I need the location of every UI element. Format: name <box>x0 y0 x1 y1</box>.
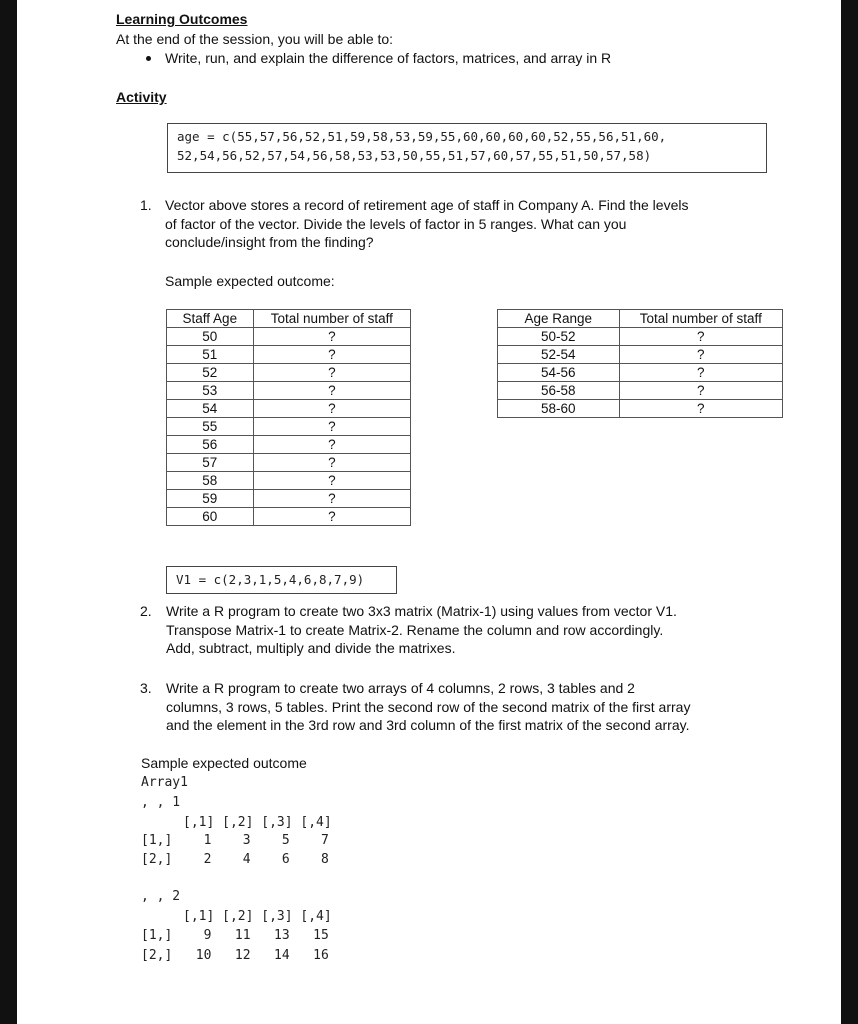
table-row <box>498 400 783 418</box>
bullet-dot-icon <box>146 56 151 61</box>
learning-outcomes-heading: Learning Outcomes <box>116 11 248 27</box>
table-row <box>167 472 411 490</box>
sample-outcome-label: Sample expected outcome <box>141 755 307 771</box>
slice2-label: , , 2 <box>141 889 181 904</box>
table-row <box>167 346 411 364</box>
count-cell: ? <box>253 490 410 508</box>
age-cell: 54 <box>167 400 254 418</box>
age-code-line-2: 52,54,56,52,57,54,56,58,53,53,50,55,51,57,60,57,55,51,50,57,58) <box>177 148 652 163</box>
age-cell: 57 <box>167 454 254 472</box>
table-header-row <box>498 310 783 328</box>
count-cell: ? <box>253 328 410 346</box>
table-row <box>167 400 411 418</box>
range-cell: 50-52 <box>498 328 620 346</box>
q1-line-1: Vector above stores a record of retirement age of staff in Company A. Find the levels <box>165 197 689 213</box>
range-cell: 56-58 <box>498 382 620 400</box>
q3-line-2: columns, 3 rows, 5 tables. Print the second row of the second matrix of the first array <box>166 698 691 715</box>
age-cell: 55 <box>167 418 254 436</box>
slice2-row-1: [1,] 9 11 13 15 <box>141 928 329 943</box>
age-cell: 52 <box>167 364 254 382</box>
table-row <box>498 328 783 346</box>
table-row <box>167 490 411 508</box>
count-cell: ? <box>619 364 782 382</box>
count-cell: ? <box>253 346 410 364</box>
column-header: Total number of staff <box>619 310 782 328</box>
q2-text <box>166 602 677 658</box>
count-cell: ? <box>253 400 410 418</box>
count-cell: ? <box>253 472 410 490</box>
range-cell: 54-56 <box>498 364 620 382</box>
q2-line-1: Write a R program to create two 3x3 matrix (Matrix-1) using values from vector V1. <box>166 603 677 619</box>
count-cell: ? <box>253 436 410 454</box>
slice1-header: [,1] [,2] [,3] [,4] <box>183 815 332 830</box>
table-row <box>167 454 411 472</box>
count-cell: ? <box>619 400 782 418</box>
q1-line-3: conclude/insight from the finding? <box>165 234 374 250</box>
table-row <box>498 382 783 400</box>
range-cell: 52-54 <box>498 346 620 364</box>
table-row <box>498 346 783 364</box>
count-cell: ? <box>619 382 782 400</box>
table-row <box>167 418 411 436</box>
document-page <box>17 0 841 1024</box>
table-row <box>498 364 783 382</box>
q3-line-3: and the element in the 3rd row and 3rd column of the first matrix of the second array. <box>166 717 690 733</box>
count-cell: ? <box>253 364 410 382</box>
age-cell: 58 <box>167 472 254 490</box>
count-cell: ? <box>253 508 410 526</box>
learning-bullet-text: Write, run, and explain the difference of factors, matrices, and array in R <box>165 50 612 66</box>
age-range-table <box>497 309 783 418</box>
count-cell: ? <box>253 454 410 472</box>
age-vector-code-box <box>167 123 767 173</box>
column-header: Staff Age <box>167 310 254 328</box>
column-header: Total number of staff <box>253 310 410 328</box>
age-cell: 53 <box>167 382 254 400</box>
slice1-row-1: [1,] 1 3 5 7 <box>141 833 329 848</box>
v1-code-box <box>166 566 397 594</box>
count-cell: ? <box>619 328 782 346</box>
table-row <box>167 364 411 382</box>
table-row <box>167 508 411 526</box>
count-cell: ? <box>253 382 410 400</box>
learning-intro: At the end of the session, you will be able to: <box>116 31 394 47</box>
age-cell: 51 <box>167 346 254 364</box>
age-cell: 59 <box>167 490 254 508</box>
table-row <box>167 436 411 454</box>
q1-number: 1. <box>140 197 152 213</box>
age-cell: 56 <box>167 436 254 454</box>
count-cell: ? <box>253 418 410 436</box>
count-cell: ? <box>619 346 782 364</box>
q3-number: 3. <box>140 680 152 696</box>
age-cell: 60 <box>167 508 254 526</box>
q3-text <box>166 679 690 735</box>
q2-line-3: Add, subtract, multiply and divide the matrixes. <box>166 640 456 656</box>
v1-code: V1 = c(2,3,1,5,4,6,8,7,9) <box>176 572 365 587</box>
age-cell: 50 <box>167 328 254 346</box>
q2-line-2: Transpose Matrix-1 to create Matrix-2. Rename the column and row accordingly. <box>166 621 664 638</box>
slice1-label: , , 1 <box>141 795 181 810</box>
q2-number: 2. <box>140 603 152 619</box>
slice1-row-2: [2,] 2 4 6 8 <box>141 852 329 867</box>
range-cell: 58-60 <box>498 400 620 418</box>
column-header: Age Range <box>498 310 620 328</box>
slice2-header: [,1] [,2] [,3] [,4] <box>183 909 332 924</box>
array-name: Array1 <box>141 775 188 790</box>
age-code-line-1: age = c(55,57,56,52,51,59,58,53,59,55,60,60,60,60,52,55,56,51,60, <box>177 129 667 144</box>
q1-line-2: of factor of the vector. Divide the levels of factor in 5 ranges. What can you <box>165 215 627 232</box>
staff-age-table <box>166 309 411 526</box>
table-header-row <box>167 310 411 328</box>
table-row <box>167 328 411 346</box>
q1-sample-label: Sample expected outcome: <box>165 273 335 289</box>
q1-text <box>165 196 688 252</box>
activity-heading: Activity <box>116 89 167 105</box>
table-row <box>167 382 411 400</box>
q3-line-1: Write a R program to create two arrays of 4 columns, 2 rows, 3 tables and 2 <box>166 680 635 696</box>
slice2-row-2: [2,] 10 12 14 16 <box>141 948 329 963</box>
